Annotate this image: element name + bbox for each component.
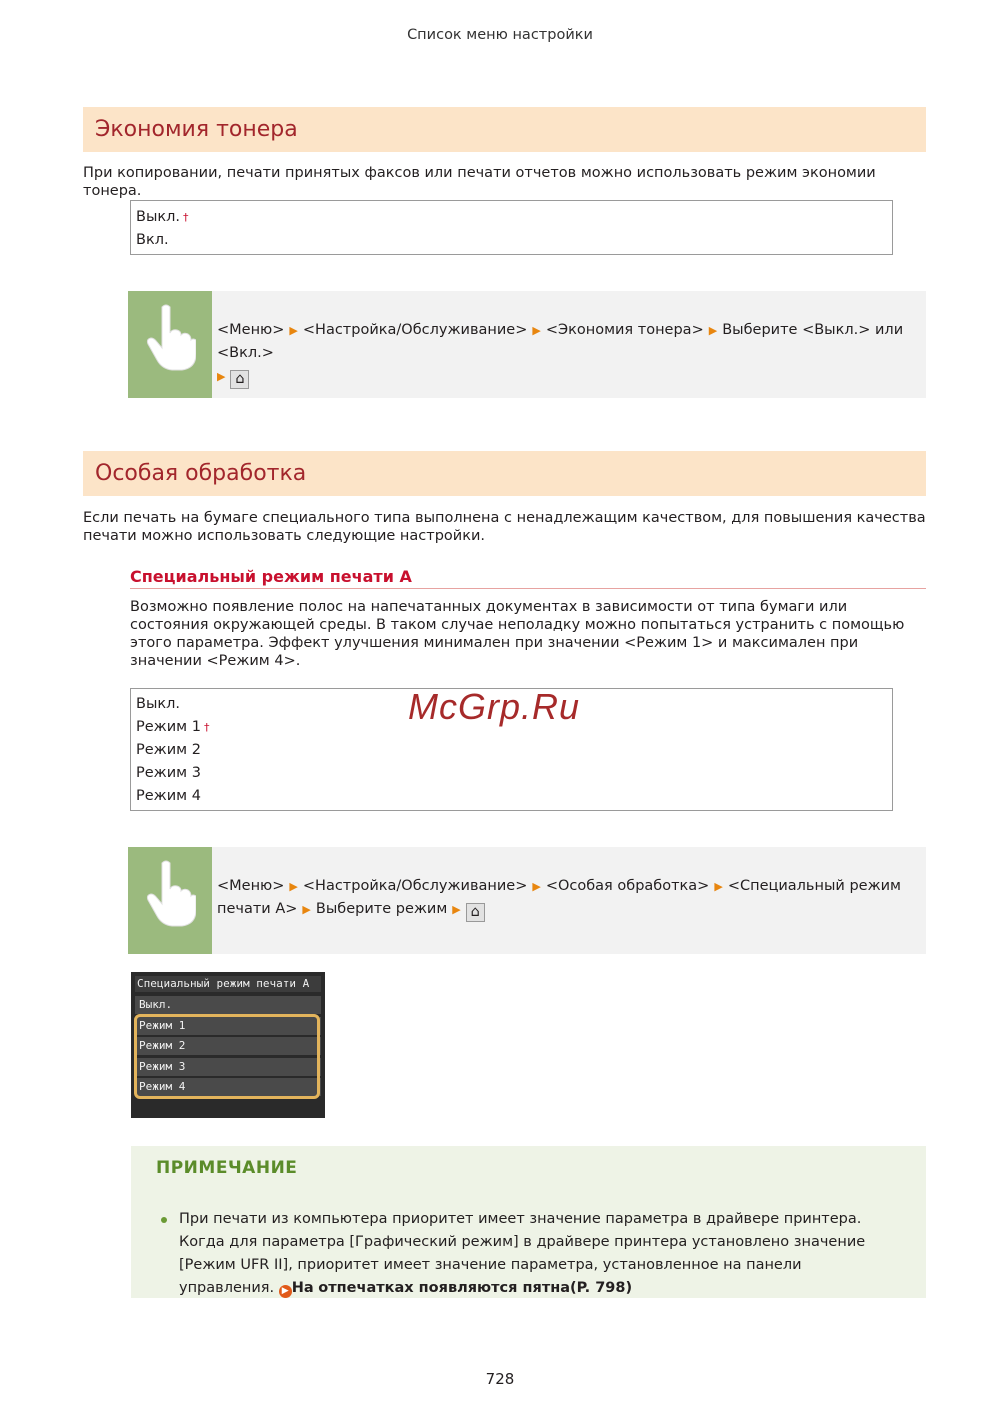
lcd-selection-frame <box>134 1014 320 1099</box>
triangle-right-icon: ▶ <box>302 903 311 916</box>
nav-step: Выберите режим <box>315 901 448 917</box>
option-label: Режим 4 <box>136 788 201 804</box>
triangle-right-icon: ▶ <box>708 324 718 337</box>
running-header: Список меню настройки <box>407 27 593 43</box>
nav-path <box>217 319 932 389</box>
option-label: Выкл. <box>136 209 181 225</box>
toner-nav-panel <box>128 291 926 398</box>
lcd-row: Режим 4 <box>135 1078 321 1096</box>
lcd-row: Выкл. <box>135 996 321 1014</box>
option-item <box>136 739 887 762</box>
lcd-title: Специальный режим печати А <box>135 976 321 992</box>
home-icon: ⌂ <box>230 370 249 389</box>
nav-step: <Экономия тонера> <box>545 322 704 338</box>
nav-path <box>217 875 932 922</box>
nav-step: <Меню> <box>217 322 285 338</box>
triangle-right-icon: ▶ <box>714 880 723 893</box>
bullet-icon <box>161 1217 167 1223</box>
special-mode-description: Возможно появление полос на напечатанных документах в зависимости от типа бумаги или состояния окружающей среды. В таком случае неполадку можно попытаться устранить с помощью этого параметра. Эффект улучшения минимален при значении <Режим 1> и максимален при значении <Режим 4>. <box>130 599 905 669</box>
option-label: Вкл. <box>136 232 169 248</box>
note-link-part1[interactable]: На <box>291 1280 314 1296</box>
note-title: ПРИМЕЧАНИЕ <box>156 1158 298 1178</box>
option-label: Выкл. <box>136 696 181 712</box>
option-item <box>136 785 887 808</box>
triangle-right-icon: ▶ <box>532 880 541 893</box>
nav-step: печати А> <box>217 901 298 917</box>
triangle-right-icon: ▶ <box>532 324 541 337</box>
nav-step: <Меню> <box>217 878 285 894</box>
lcd-row: Режим 3 <box>135 1058 321 1076</box>
link-arrow-icon: ▶ <box>279 1285 292 1298</box>
lcd-row: Режим 2 <box>135 1037 321 1055</box>
hand-pointer-icon <box>144 857 196 929</box>
special-nav-panel <box>128 847 926 954</box>
option-item <box>136 206 887 229</box>
triangle-right-icon: ▶ <box>452 903 461 916</box>
note-link-part2[interactable]: отпечатках появляются пятна(P. 798) <box>318 1280 633 1296</box>
nav-step: <Настройка/Обслуживание> <box>302 322 528 338</box>
subheading-special-mode: Специальный режим печати А <box>130 567 926 589</box>
home-icon: ⌂ <box>466 903 485 922</box>
special-description: Если печать на бумаге специального типа выполнена с ненадлежащим качеством, для повышения качества печати можно использовать следующие настройки. <box>83 510 926 544</box>
triangle-right-icon: ▶ <box>289 324 298 337</box>
nav-step: Выберите <Выкл.> или <Вкл.> <box>217 322 904 361</box>
option-label: Режим 2 <box>136 742 201 758</box>
section-heading-special: Особая обработка <box>83 451 926 496</box>
option-label: Режим 3 <box>136 765 201 781</box>
option-label: Режим 1 <box>136 719 201 735</box>
default-dagger: † <box>203 721 210 734</box>
default-dagger: † <box>183 211 189 224</box>
triangle-right-icon: ▶ <box>217 370 226 383</box>
hand-pointer-icon <box>144 301 196 373</box>
nav-step: <Специальный режим <box>727 878 901 894</box>
option-item <box>136 762 887 785</box>
nav-step: <Настройка/Обслуживание> <box>302 878 528 894</box>
section-heading-toner: Экономия тонера <box>83 107 926 152</box>
option-item <box>136 229 887 252</box>
note-box <box>131 1146 926 1298</box>
hand-pointer-cell <box>128 847 212 954</box>
toner-options-box <box>130 200 893 255</box>
lcd-screen <box>131 972 325 1118</box>
note-text <box>179 1208 899 1300</box>
lcd-row: Режим 1 <box>135 1017 321 1035</box>
watermark: McGrp.Ru <box>408 686 581 727</box>
toner-description: При копировании, печати принятых факсов или печати отчетов можно использовать режим экономии тонера. <box>83 165 876 199</box>
nav-step: <Особая обработка> <box>545 878 710 894</box>
triangle-right-icon: ▶ <box>289 880 298 893</box>
note-body: При печати из компьютера приоритет имеет значение параметра в драйвере принтера. Когда для параметра [Графический режим] в драйвере принтера установлено значение [Режим UFR II], приоритет имеет значение параметра, установленное на панели управления. <box>179 1211 866 1296</box>
page-number: 728 <box>485 1370 515 1388</box>
hand-pointer-cell <box>128 291 212 398</box>
